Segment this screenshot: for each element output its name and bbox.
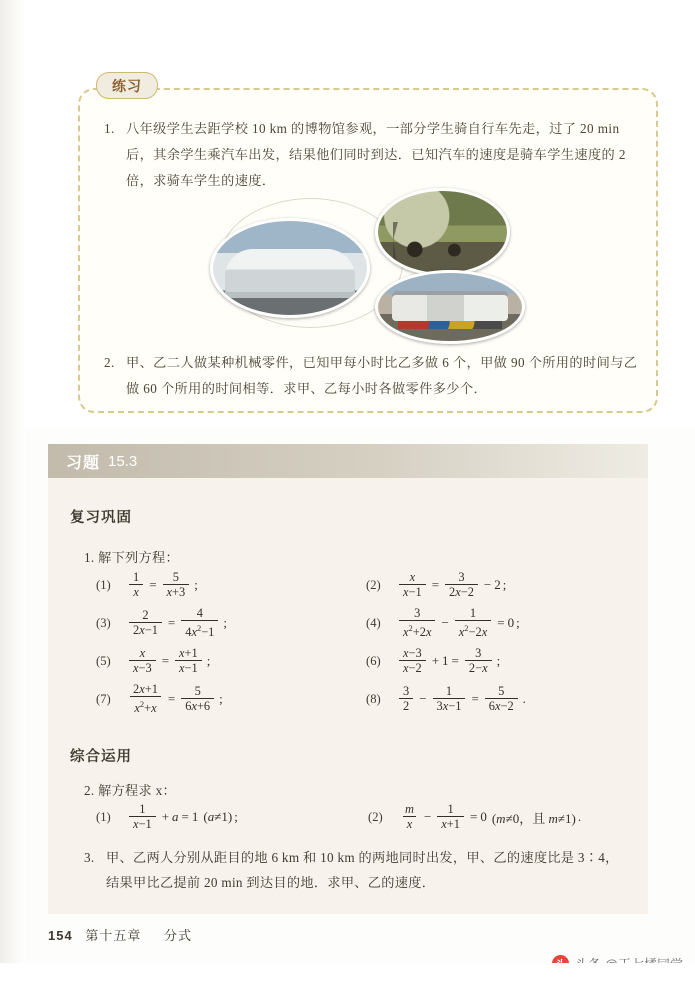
equation-item-8-tag: (8)	[366, 691, 381, 706]
equation-item-4-tag: (4)	[366, 615, 381, 630]
equation-item-7-body: $\frac{2x+1}{x^2+x}$ = $\frac{5}{6x+6}$ ;	[126, 682, 223, 716]
equation-item-5-tag: (5)	[96, 653, 111, 668]
equation-item-6-tag: (6)	[366, 653, 381, 668]
page-footer	[48, 925, 192, 944]
equation-item-q2-1	[96, 802, 368, 832]
page-number: 154	[48, 928, 73, 943]
question-1-stem: 1. 解下列方程：	[84, 550, 180, 565]
exercise-header	[48, 444, 648, 478]
page-left-edge	[0, 0, 26, 983]
equation-item-7-tag: (7)	[96, 691, 111, 706]
equation-row	[96, 566, 636, 604]
footer-chapter: 第十五章	[85, 928, 142, 943]
equation-item-1	[96, 570, 366, 600]
page-bottom-edge	[0, 963, 695, 983]
equation-item-8	[366, 684, 636, 714]
equation-item-3-tag: (3)	[96, 615, 111, 630]
question-2-equations	[96, 798, 641, 836]
practice-problem-2	[104, 350, 644, 402]
equation-item-3-body: $\frac{2}{2x-1}$ = $\frac{4}{4x^2-1}$ ;	[126, 606, 227, 640]
equation-item-7	[96, 682, 366, 716]
museum-photo	[210, 218, 370, 318]
exercise-header-number: 15.3	[108, 452, 138, 470]
equation-item-q2-1-tag: (1)	[96, 809, 111, 824]
equation-item-6	[366, 646, 636, 676]
equation-item-1-tag: (1)	[96, 577, 111, 592]
practice-problem-1-number: 1.	[104, 121, 115, 136]
section-title-review: 复习巩固	[70, 510, 132, 526]
section-title-apply: 综合运用	[70, 749, 132, 765]
question-3-text: 甲、乙两人分别从距目的地 6 km 和 10 km 的两地同时出发，甲、乙的速度比是 3∶4，结果甲比乙提前 20 min 到达目的地．求甲、乙的速度．	[106, 850, 619, 890]
equation-row	[96, 680, 636, 718]
equation-item-4-body: $\frac{3}{x^2+2x}$ − $\frac{1}{x^2-2x}$ = 0 ;	[396, 606, 520, 640]
equation-item-2-tag: (2)	[366, 577, 381, 592]
question-3-number: 3.	[84, 850, 95, 865]
equation-row	[96, 604, 636, 642]
bicycle-photo	[375, 188, 510, 276]
equation-row	[96, 798, 641, 836]
equation-item-q2-2	[368, 802, 640, 832]
practice-problem-2-text: 甲、乙二人做某种机械零件，已知甲每小时比乙多做 6 个，甲做 90 个所用的时间与乙做 60 个所用的时间相等．求甲、乙每小时各做零件多少个．	[126, 355, 638, 396]
equation-item-q2-2-tag: (2)	[368, 809, 383, 824]
practice-problem-1-text: 八年级学生去距学校 10 km 的博物馆参观，一部分学生骑自行车先走，过了 20 min后，其余学生乘汽车出发，结果他们同时到达．已知汽车的速度是骑车学生速度的 2 倍，求骑车学生的速度．	[126, 121, 626, 188]
footer-section: 分式	[163, 928, 192, 943]
practice-problem-2-number: 2.	[104, 355, 115, 370]
equation-item-4	[366, 606, 636, 640]
equation-item-1-body: $\frac{1}{x}$ = $\frac{5}{x+3}$ ;	[126, 570, 198, 600]
equation-item-5-body: $\frac{x}{x-3}$ = $\frac{x+1}{x-1}$ ;	[126, 646, 210, 676]
equation-item-2-body: $\frac{x}{x-1}$ = $\frac{3}{2x-2}$ − 2 ;	[396, 570, 506, 600]
equation-item-8-body: $\frac{3}{2}$ − $\frac{1}{3x-1}$ = $\frac{5}{6x-2}$ .	[396, 684, 526, 714]
practice-tag: 练习	[96, 72, 158, 99]
photo-cluster	[190, 178, 540, 348]
equation-row	[96, 642, 636, 680]
equation-item-6-body: $\frac{x-3}{x-2}$ + 1 = $\frac{3}{2-x}$ ;	[396, 646, 500, 676]
question-3	[84, 845, 629, 895]
equation-item-5	[96, 646, 366, 676]
bus-photo	[375, 270, 525, 344]
equation-item-q2-2-body: $\frac{m}{x}$ − $\frac{1}{x+1}$ = 0 (m≠0，且 m≠1) .	[398, 802, 581, 832]
equation-item-2	[366, 570, 636, 600]
equation-item-3	[96, 606, 366, 640]
equation-item-q2-1-body: $\frac{1}{x-1}$ + a = 1 (a≠1) ;	[126, 802, 238, 832]
question-1-equations	[96, 566, 636, 718]
exercise-header-label: 习题	[66, 454, 101, 472]
question-2-stem: 2. 解方程求 x：	[84, 783, 177, 798]
